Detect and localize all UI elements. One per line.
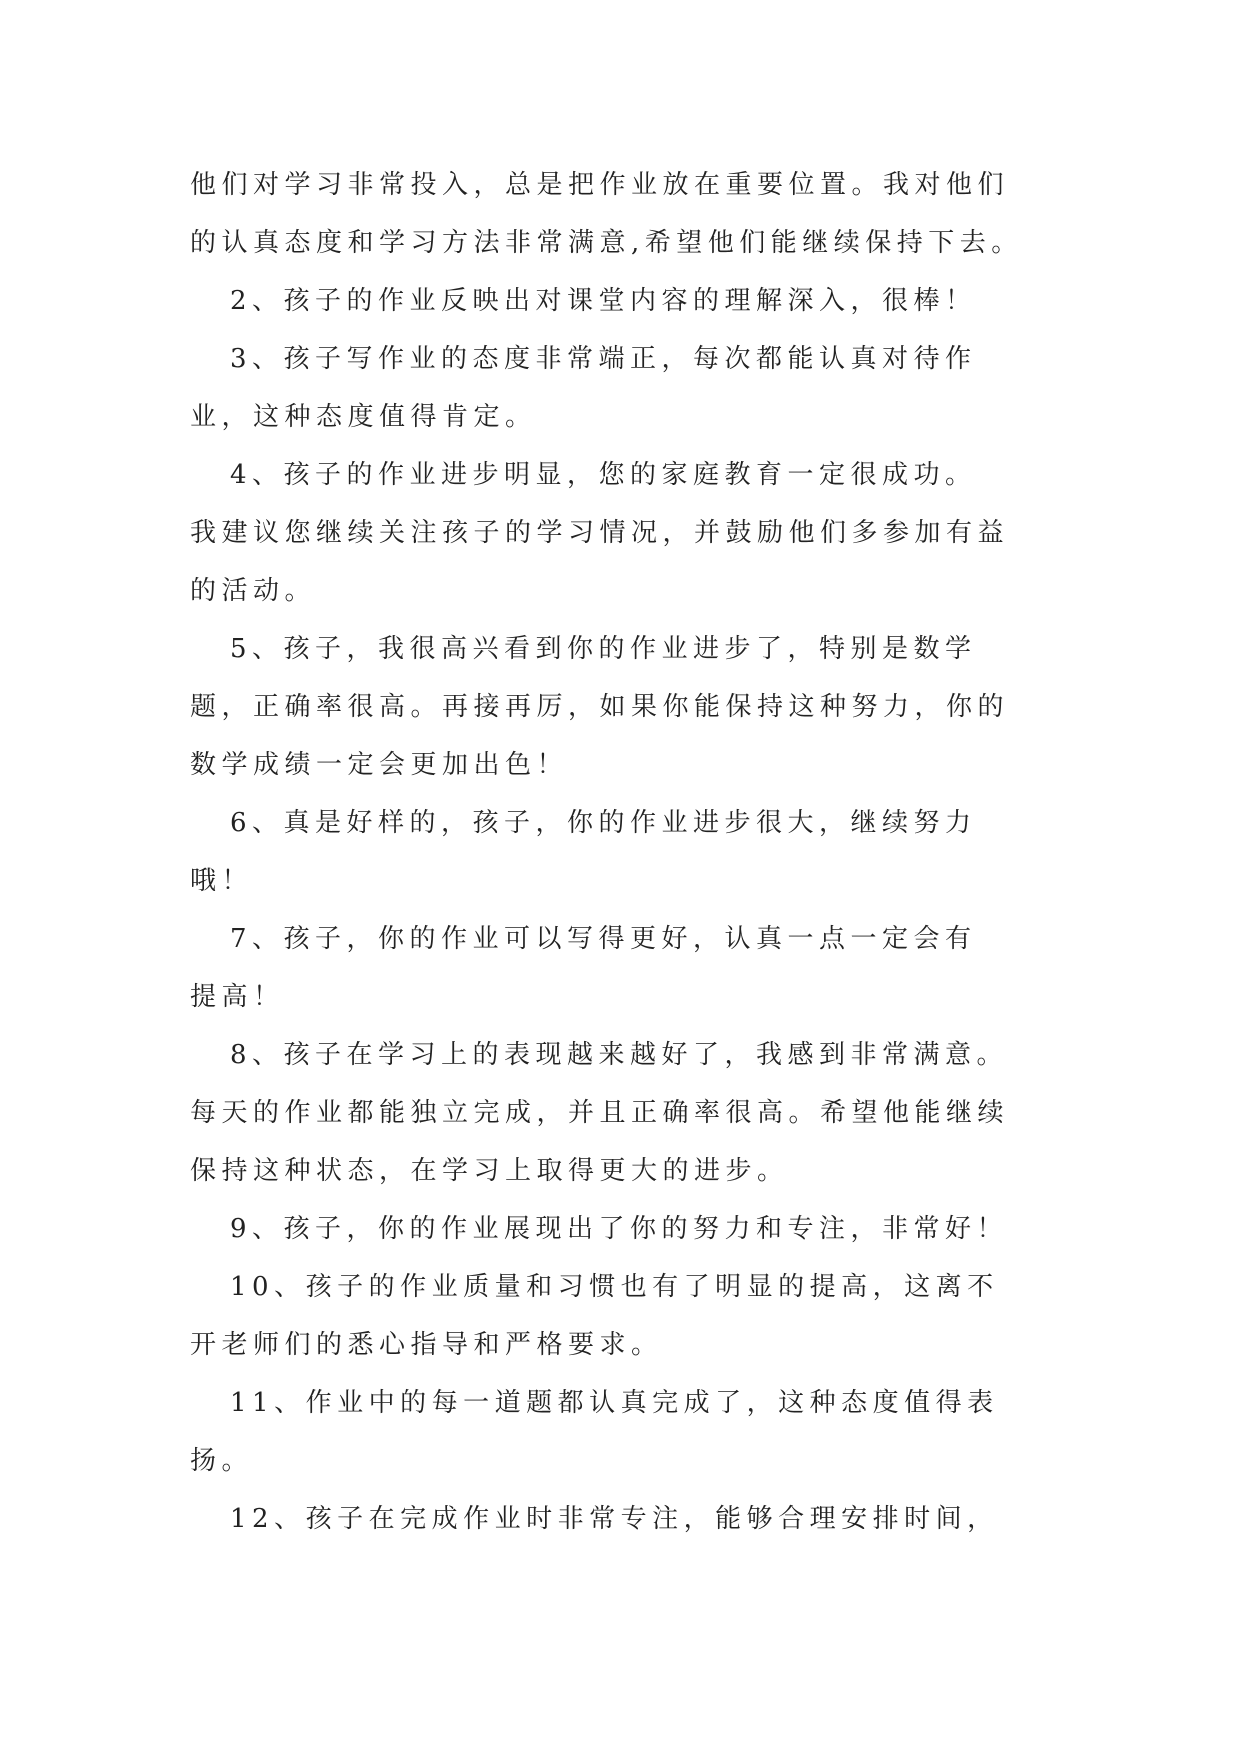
paragraph-line: 业，这种态度值得肯定。	[190, 402, 537, 432]
document-body	[190, 156, 1110, 1548]
paragraph-line: 扬。	[190, 1446, 254, 1476]
paragraph-line: 12、孩子在完成作业时非常专注，能够合理安排时间，	[230, 1504, 999, 1534]
paragraph-line: 哦！	[190, 866, 254, 896]
paragraph-item-8	[190, 1026, 1110, 1200]
paragraph-line: 11、作业中的每一道题都认真完成了，这种态度值得表	[230, 1388, 999, 1418]
paragraph-item-9	[190, 1200, 1110, 1258]
paragraph-line: 4、孩子的作业进步明显，您的家庭教育一定很成功。	[230, 460, 977, 490]
paragraph-line: 开老师们的悉心指导和严格要求。	[190, 1330, 663, 1360]
paragraph-line: 题，正确率很高。再接再厉，如果你能保持这种努力，你的	[190, 692, 1010, 722]
paragraph-item-7	[190, 910, 1110, 1026]
paragraph-item-5	[190, 620, 1110, 794]
paragraph-line: 2、孩子的作业反映出对课堂内容的理解深入，很棒！	[230, 286, 977, 316]
paragraph-line: 保持这种状态，在学习上取得更大的进步。	[190, 1156, 789, 1186]
paragraph-line: 3、孩子写作业的态度非常端正，每次都能认真对待作	[230, 344, 977, 374]
paragraph-item-11	[190, 1374, 1110, 1490]
paragraph-line: 提高！	[190, 982, 285, 1012]
paragraph-item-10	[190, 1258, 1110, 1374]
paragraph-line: 每天的作业都能独立完成，并且正确率很高。希望他能继续	[190, 1098, 1010, 1128]
paragraph-item-12	[190, 1490, 1110, 1548]
paragraph-item-3	[190, 330, 1110, 446]
paragraph-line: 的活动。	[190, 576, 317, 606]
paragraph-line: 5、孩子，我很高兴看到你的作业进步了，特别是数学	[230, 634, 977, 664]
paragraph-line: 他们对学习非常投入，总是把作业放在重要位置。我对他们	[190, 170, 1010, 200]
paragraph-line: 7、孩子，你的作业可以写得更好，认真一点一定会有	[230, 924, 977, 954]
paragraph-line: 9、孩子，你的作业展现出了你的努力和专注，非常好！	[230, 1214, 1009, 1244]
paragraph-line: 的认真态度和学习方法非常满意,希望他们能继续保持下去。	[190, 228, 1023, 258]
paragraph-item-2	[190, 272, 1110, 330]
paragraph-item-6	[190, 794, 1110, 910]
paragraph-line: 8、孩子在学习上的表现越来越好了，我感到非常满意。	[230, 1040, 1009, 1070]
paragraph-line: 我建议您继续关注孩子的学习情况，并鼓励他们多参加有益	[190, 518, 1010, 548]
paragraph-line: 数学成绩一定会更加出色！	[190, 750, 569, 780]
paragraph-line: 10、孩子的作业质量和习惯也有了明显的提高，这离不	[230, 1272, 999, 1302]
paragraph-item-4	[190, 446, 1110, 620]
paragraph-line: 6、真是好样的，孩子，你的作业进步很大，继续努力	[230, 808, 977, 838]
paragraph-continuation	[190, 156, 1110, 272]
